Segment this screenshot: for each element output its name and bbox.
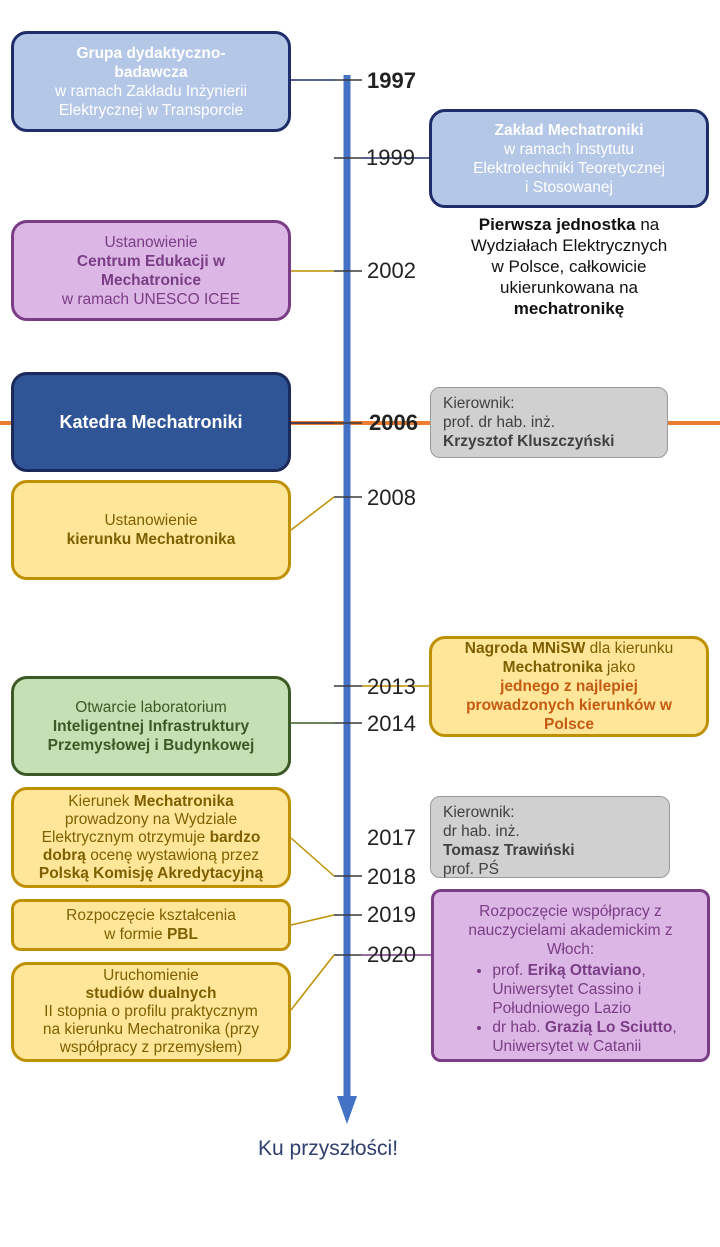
year-2002: 2002 — [367, 258, 416, 283]
centrum-line-4: w ramach UNESCO ICEE — [61, 290, 241, 308]
box-zaklad — [429, 109, 709, 208]
year-2014: 2014 — [367, 711, 416, 736]
laboratorium-line-2: Inteligentnej Infrastruktury — [52, 717, 250, 735]
kierunek-line-2: kierunku Mechatronika — [66, 531, 236, 548]
future-label: Ku przyszłości! — [258, 1137, 399, 1160]
nagroda-text-1: dla kierunku — [585, 640, 674, 657]
kierunek-line-1: Ustanowienie — [104, 512, 198, 529]
nagroda-red-1: jednego z najlepiej — [500, 678, 638, 695]
wlochy-person-2: Grazią Lo Sciutto — [544, 1019, 673, 1036]
grupa-title-2: badawcza — [114, 63, 188, 81]
year-2013: 2013 — [367, 674, 416, 699]
ocena-bold-5: Polską Komisję Akredytacyjną — [38, 864, 264, 882]
kierownik1-name: Krzysztof Kluszczyński — [443, 433, 615, 450]
box-nagroda — [429, 636, 709, 737]
zaklad-title: Zakład Mechatroniki — [494, 121, 644, 139]
nagroda-red-3: Polsce — [544, 716, 594, 733]
box-wlochy — [431, 889, 710, 1062]
ocena-text-4: ocenę wystawioną przez — [85, 846, 260, 864]
box-ocena — [11, 787, 291, 888]
dualne-line-4: na kierunku Mechatronika (przy — [42, 1021, 260, 1038]
year-1999: 1999 — [366, 145, 415, 170]
dualne-line-2: studiów dualnych — [85, 985, 217, 1002]
pierwsza-line-3: w Polsce, całkowicie — [491, 257, 647, 276]
note-pierwsza — [429, 214, 709, 319]
pbl-text-2: w formie — [104, 926, 167, 943]
wlochy-line-1: Rozpoczęcie współpracy z — [479, 903, 662, 920]
zaklad-desc-2: Elektrotechniki Teoretycznej — [473, 159, 665, 177]
ocena-bold-1: Mechatronika — [133, 792, 234, 810]
year-2017: 2017 — [367, 825, 416, 850]
kierownik2-line-2: dr hab. inż. — [443, 823, 520, 840]
connector-2019 — [291, 915, 334, 925]
centrum-line-2: Centrum Edukacji w — [76, 252, 226, 270]
grupa-desc-2: Elektrycznej w Transporcie — [58, 101, 244, 119]
kierownik1-line-2: prof. dr hab. inż. — [443, 414, 556, 431]
box-kierownik-1 — [430, 387, 668, 458]
box-pbl — [11, 899, 291, 951]
box-kierownik-2 — [430, 796, 670, 878]
kierownik1-line-1: Kierownik: — [443, 395, 515, 412]
dualne-line-3: II stopnia o profilu praktycznym — [44, 1003, 258, 1020]
wlochy-line-3: Włoch: — [546, 941, 595, 958]
ocena-bold-3: bardzo — [209, 828, 261, 846]
wlochy-person-1: Eriką Ottaviano — [527, 962, 642, 979]
ocena-bold-4: dobrą — [42, 846, 86, 864]
nagroda-red-2: prowadzonych kierunków w — [466, 697, 672, 714]
year-2020: 2020 — [367, 942, 416, 967]
grupa-desc-1: w ramach Zakładu Inżynierii — [54, 82, 248, 100]
pierwsza-text: na — [635, 215, 660, 234]
year-2018: 2018 — [367, 864, 416, 889]
wlochy-item-1: • prof. Eriką Ottaviano, Uniwersytet Cassino i Południowego Lazio — [492, 961, 676, 1018]
pierwsza-line-4: ukierunkowana na — [500, 278, 638, 297]
connector-2018 — [291, 838, 334, 876]
year-2019: 2019 — [367, 902, 416, 927]
ocena-text-1: Kierunek — [68, 792, 134, 810]
nagroda-bold-2: Mechatronika — [502, 659, 603, 676]
zaklad-desc-3: i Stosowanej — [525, 178, 613, 196]
grupa-title-1: Grupa dydaktyczno- — [76, 44, 226, 62]
dualne-line-5: współpracy z przemysłem) — [59, 1039, 243, 1056]
box-laboratorium — [11, 676, 291, 776]
wlochy-line-2: nauczycielami akademickim z — [468, 922, 673, 939]
centrum-line-3: Mechatronice — [101, 271, 201, 289]
ocena-text-3: Elektrycznym otrzymuje — [41, 828, 210, 846]
pbl-line-1: Rozpoczęcie kształcenia — [66, 907, 236, 924]
dualne-line-1: Uruchomienie — [103, 967, 199, 984]
year-2006: 2006 — [369, 410, 418, 435]
katedra-title: Katedra Mechatroniki — [59, 411, 243, 432]
wlochy-item-2: • dr hab. Grazią Lo Sciutto, Uniwersytet w Catanii — [492, 1018, 676, 1056]
kierownik2-name: Tomasz Trawiński — [443, 842, 575, 859]
laboratorium-line-3: Przemysłowej i Budynkowej — [47, 736, 255, 754]
box-dualne — [11, 962, 291, 1062]
zaklad-desc-1: w ramach Instytutu — [503, 140, 635, 158]
box-katedra — [11, 372, 291, 472]
laboratorium-line-1: Otwarcie laboratorium — [75, 698, 227, 716]
centrum-line-1: Ustanowienie — [104, 233, 198, 251]
pierwsza-bold: Pierwsza jednostka — [478, 215, 636, 234]
nagroda-bold-1: Nagroda MNiSW — [464, 640, 586, 657]
nagroda-text-2: jako — [602, 659, 636, 676]
wlochy-list — [464, 961, 676, 1056]
box-kierunek — [11, 480, 291, 580]
connector-2008 — [291, 497, 334, 530]
box-grupa — [11, 31, 291, 132]
timeline-arrow — [337, 1096, 357, 1124]
kierownik2-line-4: prof. PŚ — [443, 861, 499, 878]
connector-2020 — [291, 955, 334, 1010]
year-2008: 2008 — [367, 485, 416, 510]
year-1997: 1997 — [367, 68, 416, 93]
box-centrum — [11, 220, 291, 321]
ocena-line-2: prowadzony na Wydziale — [64, 810, 238, 828]
pierwsza-line-5: mechatronikę — [513, 299, 625, 318]
pbl-bold: PBL — [166, 926, 198, 943]
kierownik2-line-1: Kierownik: — [443, 804, 515, 821]
pierwsza-line-2: Wydziałach Elektrycznych — [470, 236, 668, 255]
